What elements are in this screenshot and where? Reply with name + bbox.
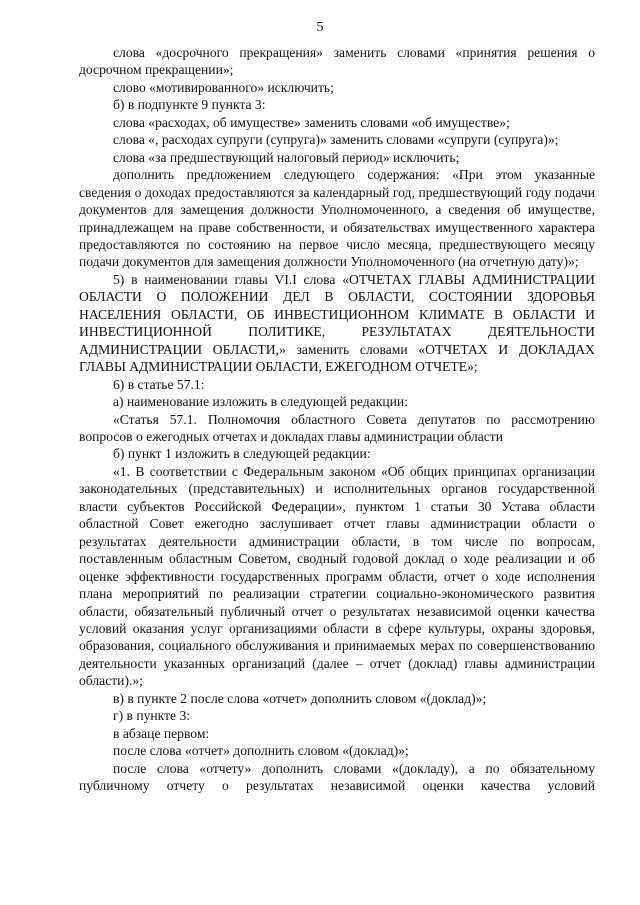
paragraph: а) наименование изложить в следующей редакции: <box>113 394 408 410</box>
paragraph: слова «за предшествующий налоговый период» исключить; <box>113 149 460 165</box>
paragraph: слова «расходах, об имуществе» заменить словами «об имуществе»; <box>113 114 510 130</box>
paragraph: 6) в статье 57.1: <box>113 376 205 392</box>
page-number: 5 <box>316 20 324 35</box>
paragraph: слово «мотивированного» исключить; <box>113 79 334 95</box>
paragraph: в абзаце первом: <box>113 725 210 741</box>
paragraph: после слова «отчету» дополнить словами «(докладу), а по обязательному публичному отчету о результатах независимой оценки качества условий <box>79 760 595 794</box>
paragraph: б) в подпункте 9 пункта 3: <box>113 97 266 113</box>
paragraph: после слова «отчет» дополнить словом «(доклад)»; <box>113 743 409 759</box>
paragraph: «1. В соответствии с Федеральным законом «Об общих принципах организации законодательных (представительных) и исполнительных органов государственной власти субъектов Российской Федерации», пунктом 1 статьи 30 Устава области областной Совет ежегодно заслушивает отчет главы администрации области о результатах деятельности администрации области, в том числе по вопросам, поставленным областным Советом, сводный годовой доклад о ходе реализации и об оценке эффективности государственных программ области, отчет о ходе исполнения плана мероприятий по реализации стратегии социально-экономического развития области, обязательный публичный отчет о результатах независимой оценки качества условий оказания услуг организациями области в сфере культуры, охраны здоровья, образования, социального обслуживания и принимаемых мерах по совершенствованию деятельности указанных организаций (далее – отчет (доклад) главы администрации области).»; <box>79 463 595 689</box>
document-body <box>79 44 595 794</box>
paragraph: «Статья 57.1. Полномочия областного Совета депутатов по рассмотрению вопросов о ежегодных отчетах и докладах главы администрации области <box>79 411 595 444</box>
paragraph: в) в пункте 2 после слова «отчет» дополнить словом «(доклад)»; <box>113 690 487 706</box>
paragraph: 5) в наименовании главы VI.I слова «ОТЧЕТАХ ГЛАВЫ АДМИНИСТРАЦИИ ОБЛАСТИ О ПОЛОЖЕНИИ ДЕЛ В ОБЛАСТИ, СОСТОЯНИИ ЗДОРОВЬЯ НАСЕЛЕНИЯ ОБЛАСТИ, ОБ ИНВЕСТИЦИОННОМ КЛИМАТЕ В ОБЛАСТИ И ИНВЕСТИЦИОННОЙ ПОЛИТИКЕ, РЕЗУЛЬТАТАХ ДЕЯТЕЛЬНОСТИ АДМИНИСТРАЦИИ ОБЛАСТИ,» заменить словами «ОТЧЕТАХ И ДОКЛАДАХ ГЛАВЫ АДМИНИСТРАЦИИ ОБЛАСТИ, ЕЖЕГОДНОМ ОТЧЕТЕ»; <box>79 271 595 375</box>
paragraph: слова «, расходах супруги (супруга)» заменить словами «супруги (супруга)»; <box>113 132 559 148</box>
paragraph: б) пункт 1 изложить в следующей редакции: <box>113 446 371 462</box>
paragraph: г) в пункте 3: <box>113 708 191 724</box>
paragraph: дополнить предложением следующего содержания: «При этом указанные сведения о доходах предоставляются за календарный год, предшествующий году подачи документов для замещения должности Уполномоченного, а сведения об имуществе, принадлежащем на праве собственности, и обязательствах имущественного характера предоставляются по состоянию на первое число месяца, предшествующего месяцу подачи документов для замещения должности Уполномоченного (на отчетную дату)»; <box>79 167 595 270</box>
paragraph: слова «досрочного прекращения» заменить словами «принятия решения о досрочном прекращении»; <box>79 45 595 78</box>
